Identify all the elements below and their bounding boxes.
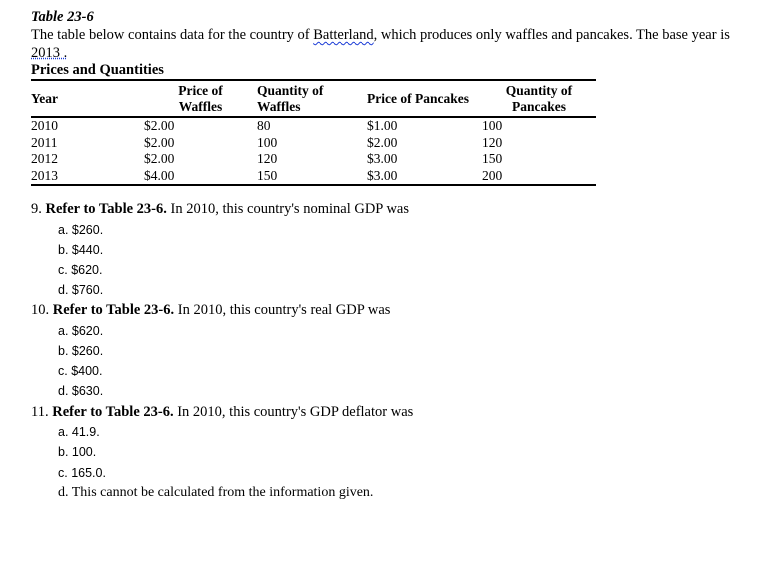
question-number: 11. [31, 403, 53, 420]
cell-price-pancakes: $3.00 [367, 151, 398, 166]
cell-price-waffles: $2.00 [144, 134, 175, 150]
cell-year: 2011 [31, 134, 58, 150]
answer-option: d. $630. [58, 384, 104, 399]
answer-option: b. $260. [58, 344, 104, 359]
cell-qty-waffles: 80 [257, 118, 271, 133]
base-year: 2013 . [31, 45, 68, 61]
question-reference: Refer to Table 23-6. [45, 201, 167, 217]
table-body [31, 117, 596, 185]
cell-price-waffles: $2.00 [144, 151, 175, 166]
cell-price-waffles: $2.00 [144, 118, 175, 133]
table-row [31, 117, 596, 135]
question-stem [31, 300, 761, 321]
header-price-waffles [144, 80, 257, 117]
header-qty-pancakes-line2: Pancakes [512, 99, 566, 114]
answer-option: b. $440. [58, 242, 104, 257]
answer-option: c. $400. [58, 364, 103, 379]
header-qty-pancakes-line1: Quantity of [505, 83, 573, 98]
question-number: 9. [31, 201, 46, 217]
document-page [31, 8, 761, 503]
cell-price-pancakes: $1.00 [367, 118, 398, 133]
question-list [31, 199, 761, 503]
cell-price-pancakes: $2.00 [367, 134, 398, 150]
cell-qty-pancakes: 200 [482, 167, 503, 183]
header-price-pancakes: Price of Pancakes [367, 80, 482, 117]
answer-option: c. 165.0. [58, 465, 106, 480]
cell-year: 2010 [31, 118, 58, 133]
table-row [31, 151, 596, 168]
answer-option: d. $760. [58, 283, 104, 298]
answer-option: a. $620. [58, 323, 104, 338]
cell-qty-waffles: 100 [257, 134, 278, 150]
cell-price-waffles: $4.00 [144, 167, 175, 183]
table-intro [31, 26, 761, 62]
cell-year: 2012 [31, 151, 58, 166]
header-price-waffles-line2: Waffles [178, 99, 223, 114]
table-row [31, 135, 596, 152]
cell-qty-waffles: 120 [257, 151, 278, 166]
question-text: In 2010, this country's GDP deflator was [173, 403, 414, 420]
answer-option: a. 41.9. [58, 425, 100, 440]
header-qty-waffles-line1: Quantity of [257, 83, 324, 98]
question-stem [31, 199, 761, 220]
intro-text-after: , which produces only waffles and pancakes. The base year is [373, 27, 730, 43]
question-text: In 2010, this country's real GDP was [174, 302, 391, 319]
question-stem [31, 402, 761, 423]
table-heading: Prices and Quantities [31, 62, 164, 78]
header-price-waffles-line1: Price of [178, 83, 223, 98]
question-reference: Refer to Table 23-6. [52, 302, 175, 319]
cell-qty-waffles: 150 [257, 167, 278, 183]
table-row [31, 168, 596, 186]
table-number: Table 23-6 [31, 9, 94, 25]
answer-option: b. 100. [58, 445, 97, 460]
cell-qty-pancakes: 120 [482, 134, 503, 150]
header-year: Year [31, 80, 144, 117]
answer-option: a. $260. [58, 222, 104, 237]
question-text: In 2010, this country's nominal GDP was [166, 201, 409, 217]
question-reference: Refer to Table 23-6. [52, 403, 174, 420]
header-qty-pancakes [482, 80, 596, 117]
cell-qty-pancakes: 100 [482, 118, 503, 133]
header-qty-waffles [257, 80, 367, 117]
cell-year: 2013 [31, 167, 58, 183]
cell-price-pancakes: $3.00 [367, 167, 398, 183]
answer-option: d. This cannot be calculated from the information given. [58, 484, 374, 500]
table-header-row [31, 80, 596, 117]
intro-text-before: The table below contains data for the country of [31, 27, 314, 43]
country-name: Batterland [313, 27, 374, 43]
cell-qty-pancakes: 150 [482, 151, 503, 166]
question-number: 10. [31, 302, 53, 319]
answer-option: c. $620. [58, 262, 103, 277]
header-qty-waffles-line2: Waffles [257, 99, 301, 114]
data-table [31, 79, 596, 186]
